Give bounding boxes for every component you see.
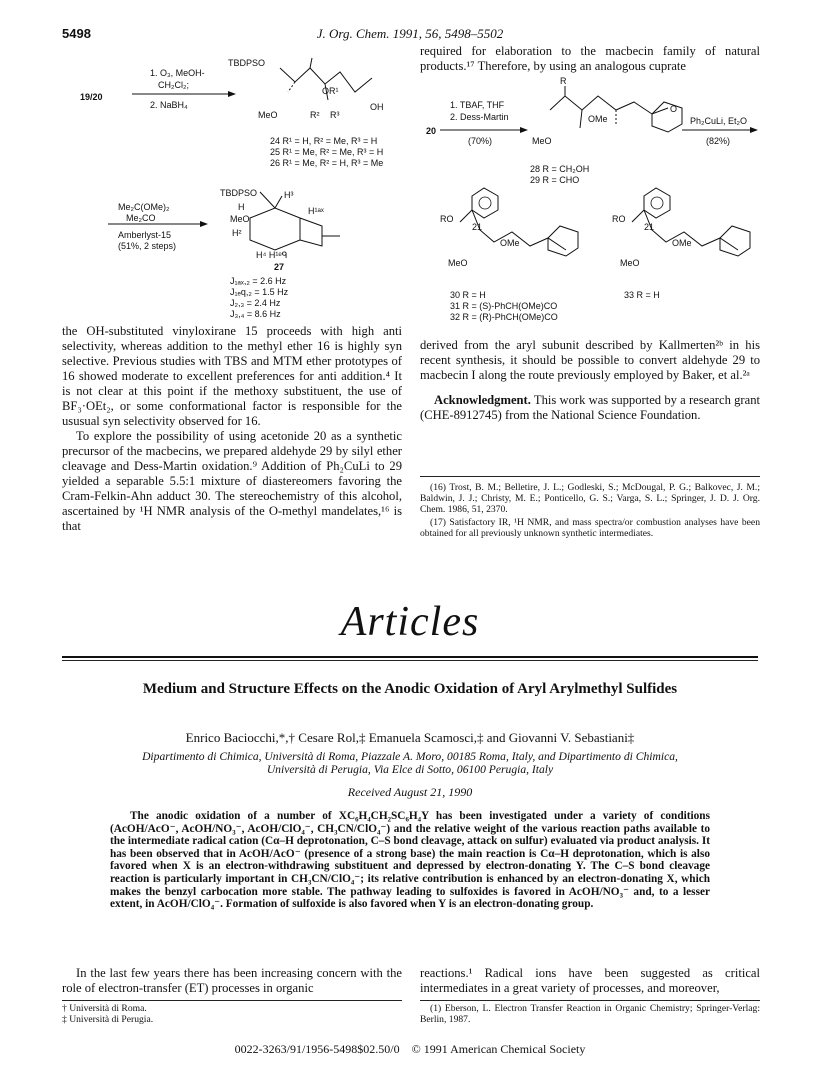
scheme-label: 1. TBAF, THF	[450, 100, 505, 110]
ref-rule	[420, 1000, 760, 1001]
scheme-label: H³	[284, 190, 294, 200]
paragraph: required for elaboration to the macbecin family of natural products.¹⁷ Therefore, by using an analogous cuprate	[420, 44, 760, 73]
compound-33: 33 R = H	[624, 290, 660, 300]
scheme-label: TBDPSO	[228, 58, 266, 68]
scheme-label: MeO	[448, 258, 468, 268]
page-number: 5498	[62, 26, 91, 41]
scheme-label: 19/20	[80, 92, 103, 102]
footer-code: 0022-3263/91/1956-5498$02.50/0	[234, 1042, 400, 1056]
scheme-label: 21	[644, 222, 655, 232]
scheme-label: (70%)	[468, 136, 493, 146]
scheme-right	[420, 76, 760, 330]
compound-28: 28 R = CH₂OH	[530, 164, 590, 174]
scheme-label: MeO	[532, 136, 552, 146]
coupling-constant: J₃,₄ = 8.6 Hz	[230, 309, 281, 319]
running-header: J. Org. Chem. 1991, 56, 5498–5502	[316, 26, 504, 41]
affil-note-roma: † Università di Roma.	[62, 1003, 147, 1014]
received-date: Received August 21, 1990	[347, 785, 473, 799]
scheme-label: H	[238, 202, 245, 212]
footnote-rule	[420, 476, 760, 477]
scheme-label: 20	[426, 126, 437, 136]
scheme-label: O	[670, 104, 678, 114]
scheme-label: 2. Dess-Martin	[450, 112, 509, 122]
reference-1: (1) Eberson, L. Electron Transfer Reaction in Organic Chemistry; Springer-Verlag: Berlin, 1987.	[420, 1003, 760, 1025]
intro-right: reactions.¹ Radical ions have been suggested as critical intermediates in a great variety of processes, and moreover,	[420, 966, 760, 995]
scheme-left-top	[60, 50, 400, 320]
scheme-label: Me₂CO	[126, 213, 156, 223]
coupling-constant: J₁ₐₓ,₂ = 2.6 Hz	[230, 276, 287, 286]
scheme-label: RO	[612, 214, 626, 224]
compound-24: 24 R¹ = H, R² = Me, R³ = H	[270, 136, 378, 146]
scheme-label: R²	[310, 110, 320, 120]
compound-30: 30 R = H	[450, 290, 486, 300]
scheme-label: (51%, 2 steps)	[118, 241, 177, 251]
section-heading: Articles	[340, 599, 480, 645]
section-rule-thick	[62, 656, 758, 658]
compound-25: 25 R¹ = Me, R² = Me, R³ = H	[270, 147, 384, 157]
scheme-label: H⁴ H¹ᵉᑫ	[256, 250, 288, 260]
scheme-label: CH₂Cl₂;	[158, 80, 189, 90]
footnote-16: (16) Trost, B. M.; Belletire, J. L.; Godleski, S.; McDougal, P. G.; Balkovec, J. M.; Baldwin, J. J.; Christy, M. E.; Ponticello, G. S.; Varga, S. L.; Springer, J. D. J. Org. Chem. 1986, 51, 2370.	[420, 482, 760, 515]
article-authors: Enrico Baciocchi,*,† Cesare Rol,‡ Emanuela Scamosci,‡ and Giovanni V. Sebastiani‡	[185, 730, 635, 745]
acknowledgment	[420, 393, 760, 423]
scheme-label: OMe	[500, 238, 520, 248]
scheme-label: OH	[370, 102, 384, 112]
paragraph: the OH-substituted vinyloxirane 15 proceeds with high anti selectivity, whereas addition to the methyl ether 16 is highly syn selective. Previous studies with TBS and MTM ether prototypes of 16 showed moderate to excellent preferences for anti addition.⁴ It is not clear at this point if the methoxy substituent, the use of BF₃·OEt₂, or some conformational factor is responsible for the ususual syn selectivity observed for 16.	[62, 324, 402, 428]
right-column-top-text	[420, 44, 760, 74]
scheme-label: Amberlyst-15	[118, 230, 172, 240]
paragraph: To explore the possibility of using acetonide 20 as a synthetic precursor of the macbecins, we prepared aldehyde 29 by silyl ether cleavage and Dess-Martin oxidation.⁹ Addition of Ph₂CuLi to 29 yielded a separable 5.5:1 mixture of diastereomers favoring the Cram-Felkin-Ahn adduct 30. The stereochemistry of this alcohol, ascertained by ¹H NMR analysis of the O-methyl mandelates,¹⁶ is that	[62, 429, 402, 533]
compound-31: 31 R = (S)-PhCH(OMe)CO	[450, 301, 558, 311]
page-footer	[0, 1042, 820, 1057]
paragraph: derived from the aryl subunit described by Kallmerten²ᵇ in his recent synthesis, it should be possible to convert aldehyde 29 to macbecin I along the route previously employed by Baker, et al.²ᵃ	[420, 338, 760, 382]
scheme-label: H²	[232, 228, 242, 238]
acknowledgment-heading: Acknowledgment.	[434, 393, 531, 407]
scheme-label: H¹ᵃˣ	[308, 206, 324, 216]
right-column-mid-text	[420, 338, 760, 423]
scheme-label: RO	[440, 214, 454, 224]
footer-copyright: © 1991 American Chemical Society	[411, 1042, 586, 1056]
scheme-label: R³	[330, 110, 340, 120]
scheme-label: OMe	[672, 238, 692, 248]
article-title: Medium and Structure Effects on the Anodic Oxidation of Aryl Arylmethyl Sulfides	[142, 681, 678, 697]
right-footnotes	[420, 482, 760, 541]
scheme-label: MeO	[258, 110, 278, 120]
affil-footnotes	[62, 1003, 402, 1025]
scheme-label: 1. O₃, MeOH-	[150, 68, 205, 78]
scheme-label: MeO	[620, 258, 640, 268]
left-column-text	[62, 324, 402, 534]
compound-32: 32 R = (R)-PhCH(OMe)CO	[450, 312, 558, 322]
coupling-constant: J₁ₑq,₂ = 1.5 Hz	[230, 287, 289, 297]
scheme-label: MeO	[230, 214, 250, 224]
acknowledgment-body: This work was supported by a research grant (CHE-8912745) from the National Science Foundation.	[420, 393, 760, 422]
footnote-17: (17) Satisfactory IR, ¹H NMR, and mass spectra/or combustion analyses have been obtained for all previously unknown synthetic intermediates.	[420, 517, 760, 539]
scheme-label: 21	[472, 222, 483, 232]
scheme-label: OMe	[588, 114, 608, 124]
affil-footnote-rule	[62, 1000, 402, 1001]
compound-26: 26 R¹ = Me, R² = H, R³ = Me	[270, 158, 384, 168]
abstract: The anodic oxidation of a number of XC₆H₄CH₂SC₆H₄Y has been investigated under a variety of conditions (AcOH/AcO⁻, AcOH/NO₃⁻, AcOH/ClO₄⁻, CH₃CN/ClO₄⁻) and the relative weight of the various reaction paths available to the intermediate radical cation (Cα–H deprotonation, C–S bond cleavage, attack on sulfur) evaluated via product analysis. It has been observed that in AcOH/AcO⁻ (presence of a strong base) the main reaction is Cα–H deprotonation, which is also favored when X is an electron-withdrawing substituent and depressed by electron-donating Y. The C–S bond cleavage reaction is particularly important in CH₃CN/ClO₄⁻; its relative contribution is enhanced by an electron-donating X, which makes the benzyl carbocation more stable. The pathway leading to sulfoxides is favored in AcOH/NO₃⁻ and, to a lesser extent, in AcOH/ClO₄⁻. Formation of sulfoxide is also favored when Y is an electron-donating group.	[110, 810, 710, 911]
affil-note-perugia: ‡ Università di Perugia.	[62, 1014, 154, 1025]
intro-left: In the last few years there has been increasing concern with the role of electron-transfer (ET) processes in organic	[62, 966, 402, 995]
scheme-label: TBDPSO	[220, 188, 258, 198]
compound-27: 27	[274, 262, 285, 272]
scheme-label: Me₂C(OMe)₂	[118, 202, 170, 212]
scheme-label: R	[560, 76, 567, 86]
article-affiliation: Dipartimento di Chimica, Università di Roma, Piazzale A. Moro, 00185 Roma, Italy, and Dipartimento di Chimica, Università di Perugia, Via Elce di Sotto, 06100 Perugia, Italy	[142, 750, 678, 776]
scheme-label: OR¹	[322, 86, 339, 96]
scheme-label: 2. NaBH₄	[150, 100, 188, 110]
section-rule-thin	[62, 660, 758, 661]
coupling-constant: J₂,₃ = 2.4 Hz	[230, 298, 281, 308]
scheme-label: Ph₂CuLi, Et₂O	[690, 116, 748, 126]
scheme-label: (82%)	[706, 136, 731, 146]
compound-29: 29 R = CHO	[530, 175, 580, 185]
